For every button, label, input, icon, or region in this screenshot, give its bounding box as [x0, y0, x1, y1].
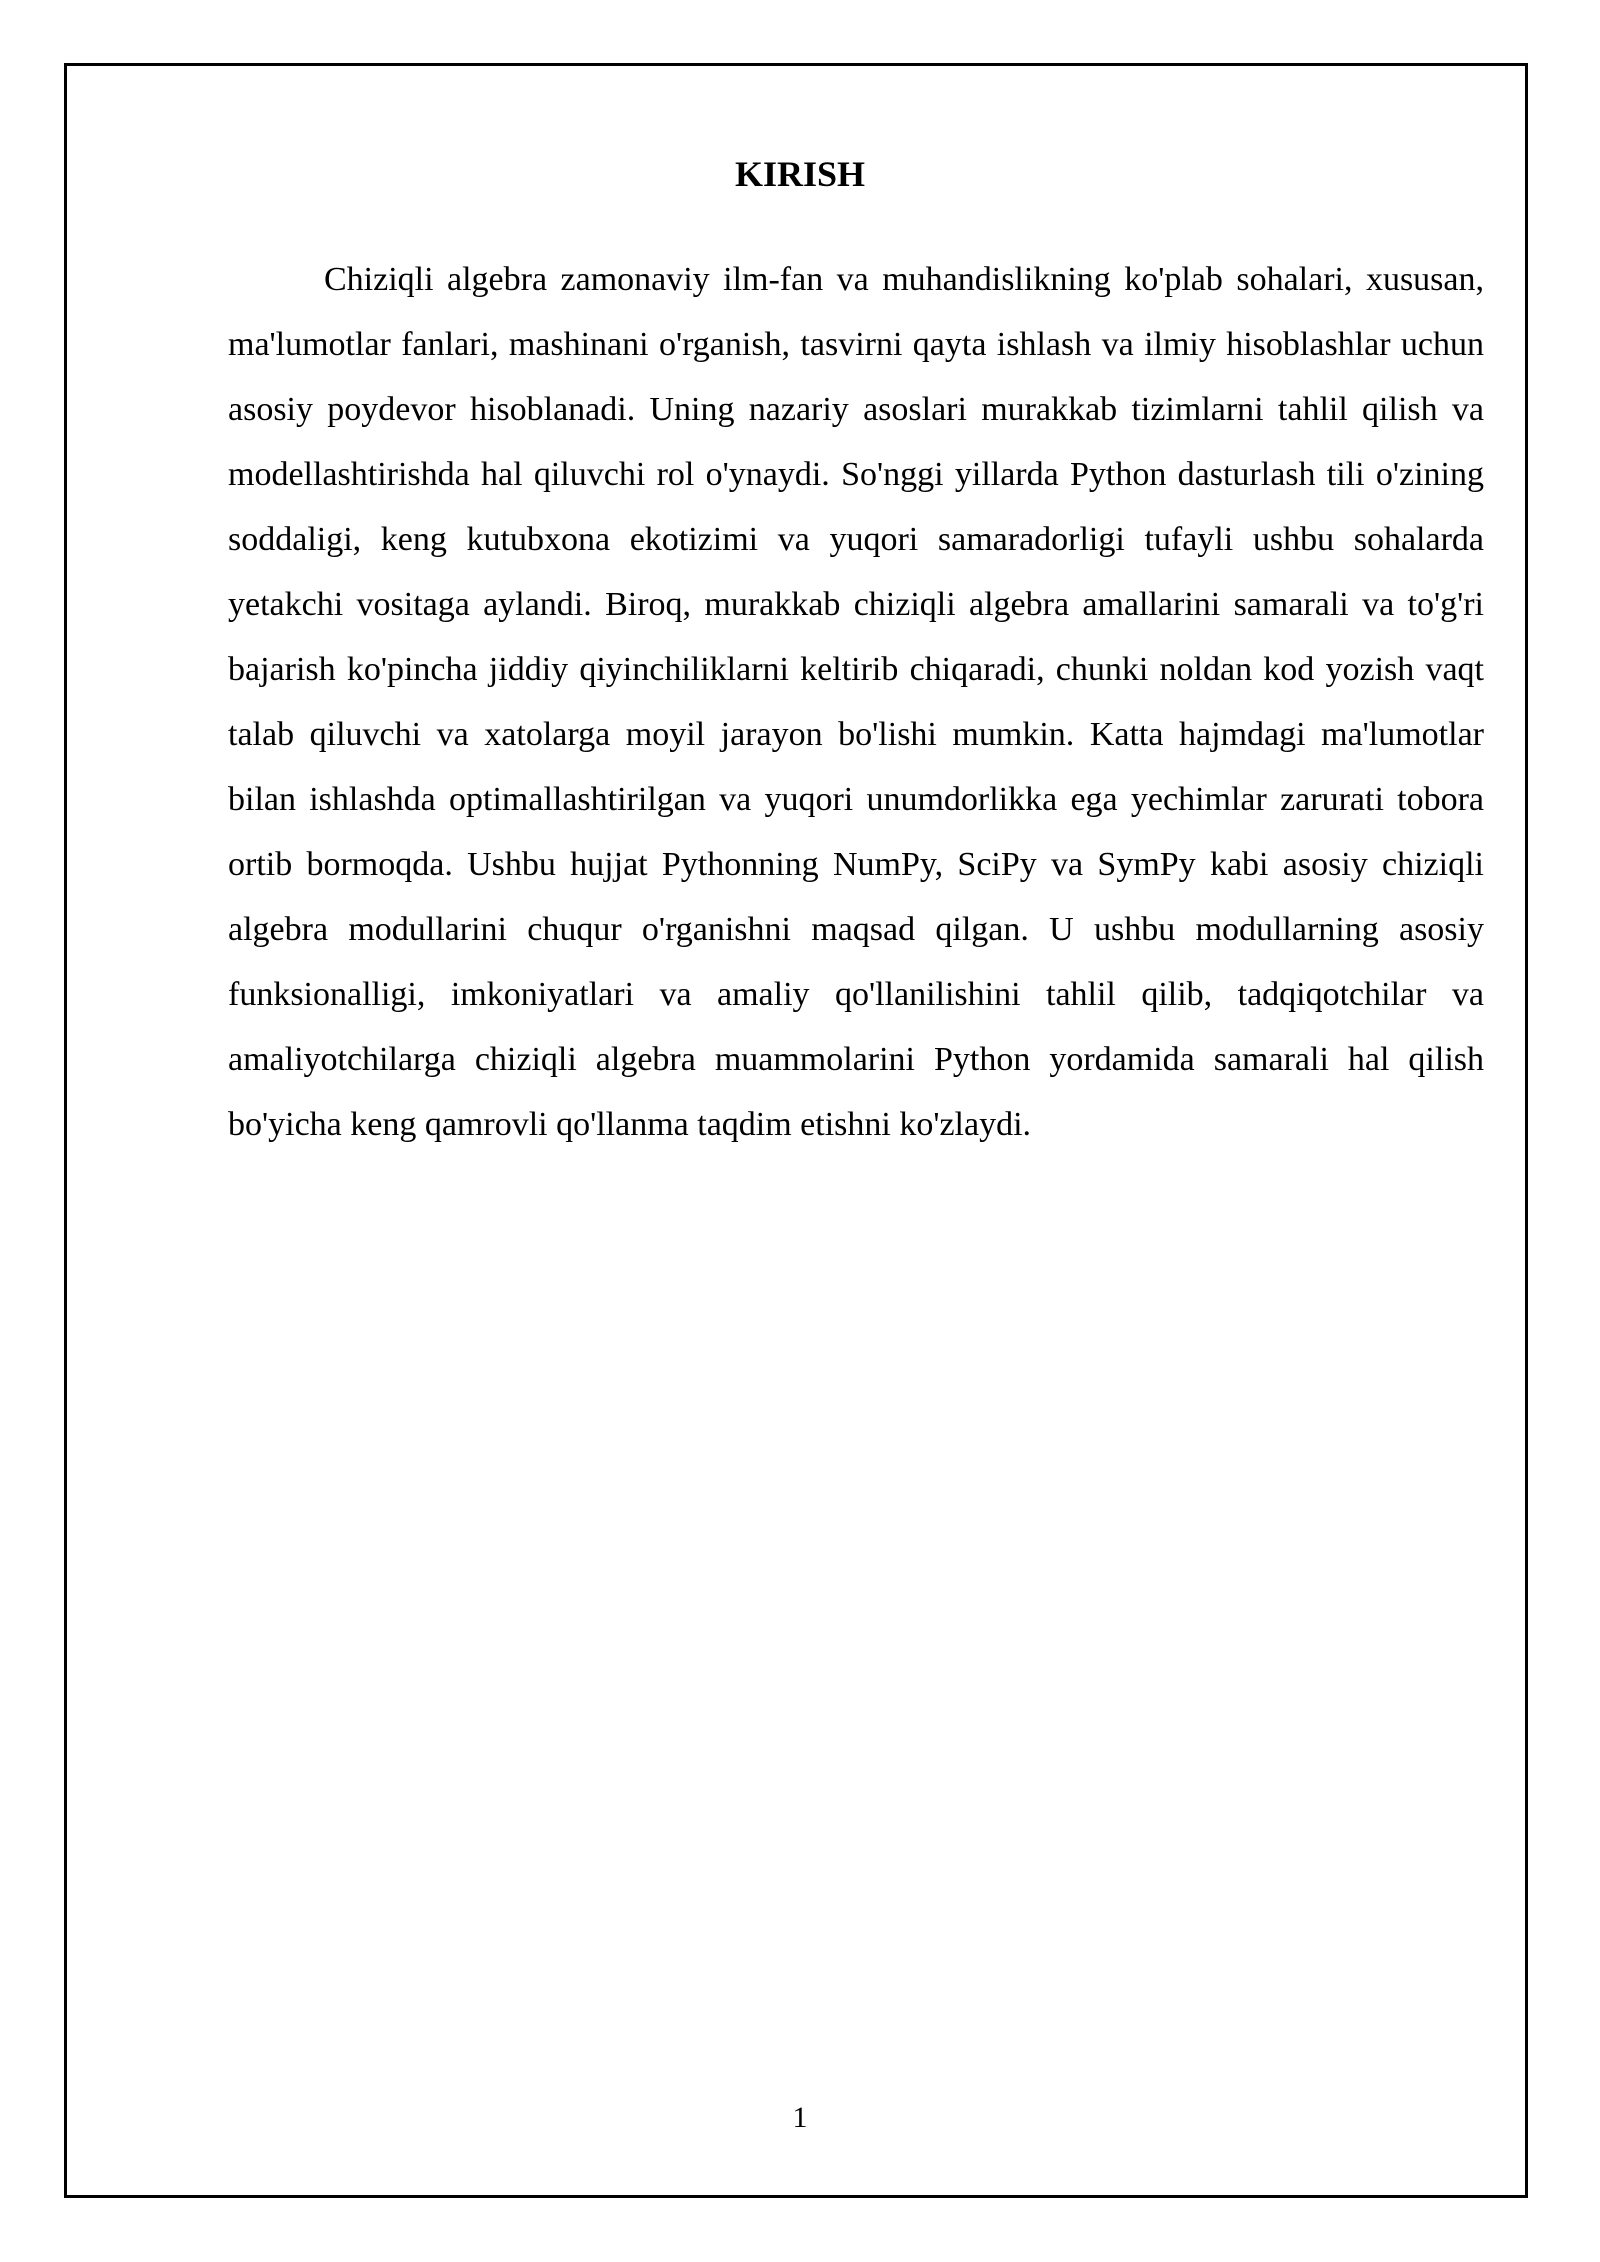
body-paragraph: Chiziqli algebra zamonaviy ilm-fan va muhandislikning ko'plab sohalari, xususan, ma'lumotlar fanlari, mashinani o'rganish, tasvirni qayta ishlash va ilmiy hisoblashlar uchun asosiy poydevor hisoblanadi. Uning nazariy asoslari murakkab tizimlarni tahlil qilish va modellashtirishda hal qiluvchi rol o'ynaydi. So'nggi yillarda Python dasturlash tili o'zining soddaligi, keng kutubxona ekotizimi va yuqori samaradorligi tufayli ushbu sohalarda yetakchi vositaga aylandi. Biroq, murakkab chiziqli algebra amallarini samarali va to'g'ri bajarish ko'pincha jiddiy qiyinchiliklarni keltirib chiqaradi, chunki noldan kod yozish vaqt talab qiluvchi va xatolarga moyil jarayon bo'lishi mumkin. Katta hajmdagi ma'lumotlar bilan ishlashda optimallashtirilgan va yuqori unumdorlikka ega yechimlar zarurati tobora ortib bormoqda. Ushbu hujjat Pythonning NumPy, SciPy va SymPy kabi asosiy chiziqli algebra modullarini chuqur o'rganishni maqsad qilgan. U ushbu modullarning asosiy funksionalligi, imkoniyatlari va amaliy qo'llanilishini tahlil qilib, tadqiqotchilar va amaliyotchilarga chiziqli algebra muammolarini Python yordamida samarali hal qilish bo'yicha keng qamrovli qo'llanma taqdim etishni ko'zlaydi. [228, 261, 1484, 1143]
page-title: KIRISH [734, 154, 866, 194]
page-number: 1 [792, 2101, 808, 2134]
